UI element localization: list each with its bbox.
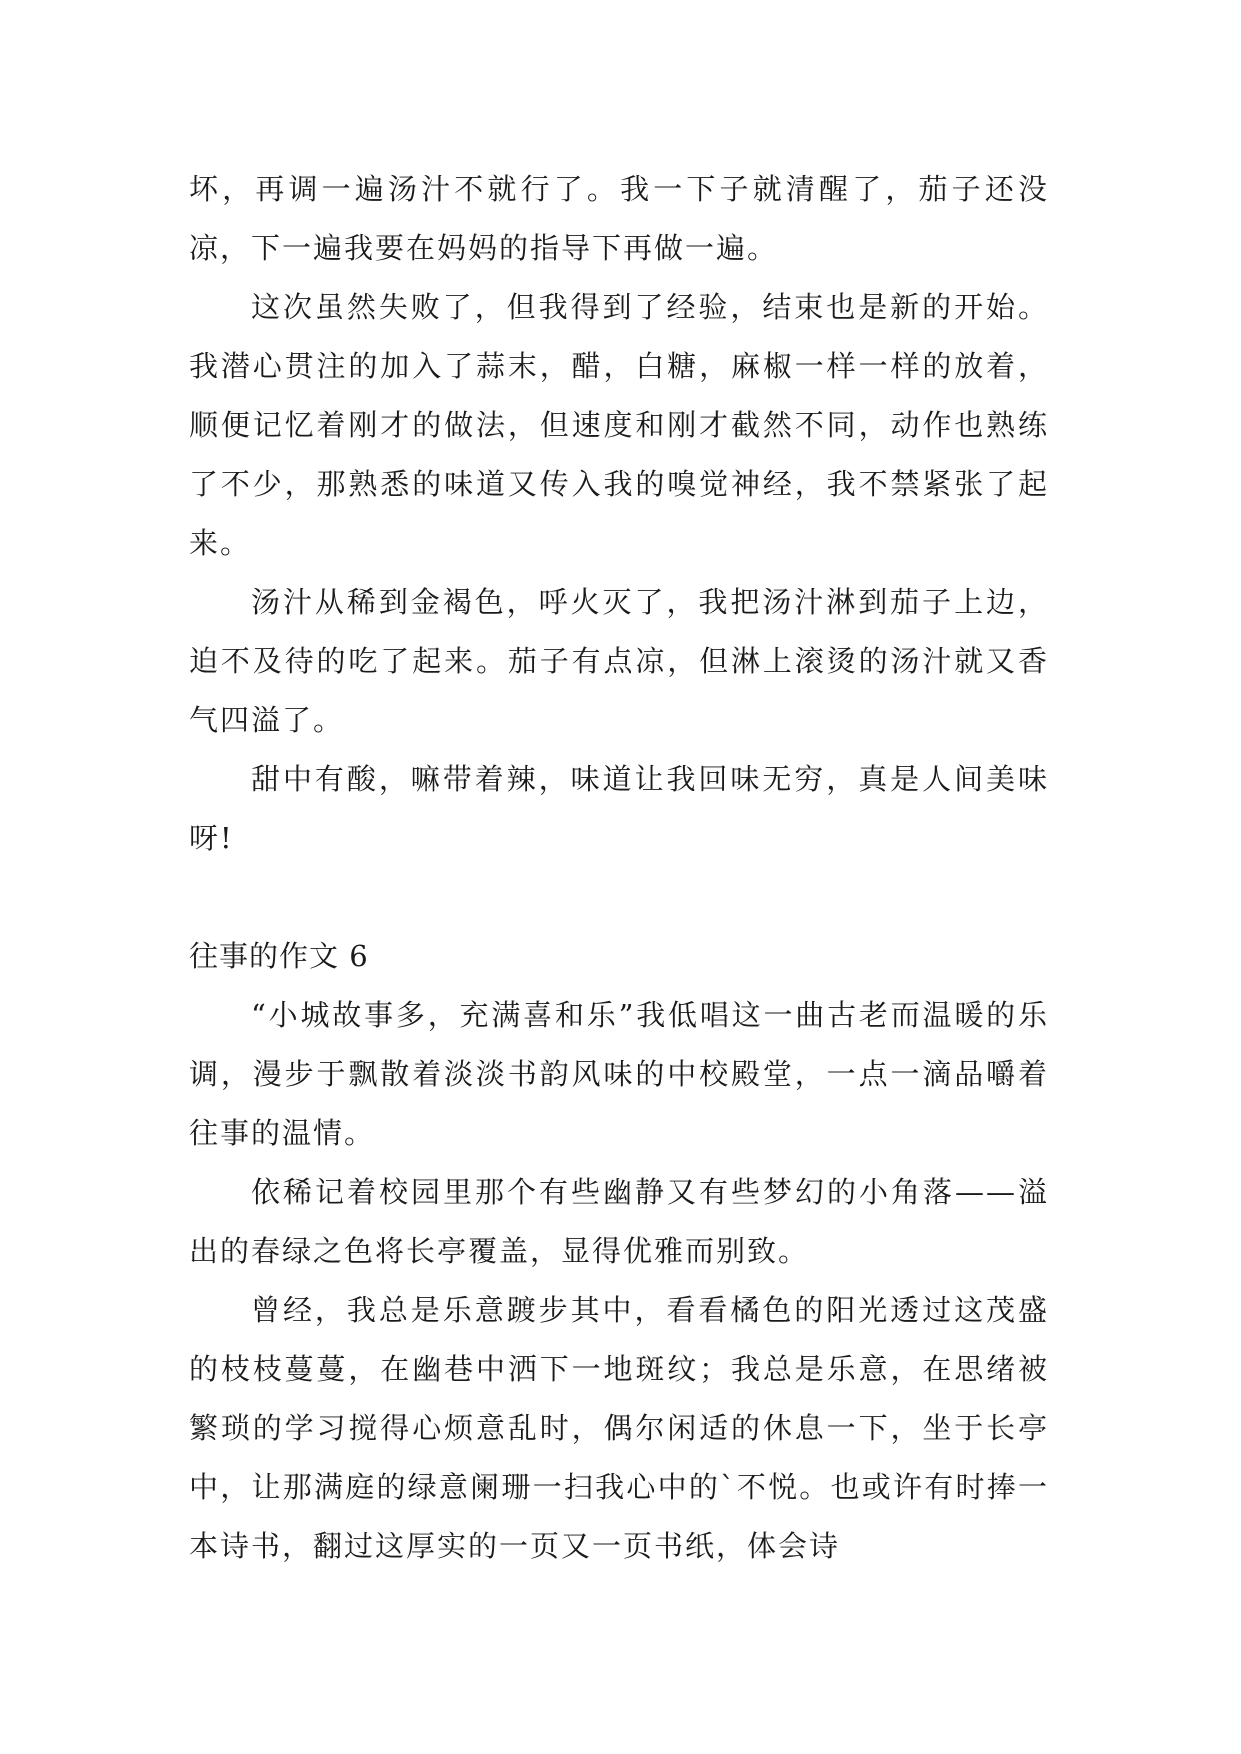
paragraph-4: 甜中有酸，嘛带着辣，味道让我回味无穷，真是人间美味呀! [189, 762, 1049, 855]
paragraph-7: 曾经，我总是乐意踱步其中，看看橘色的阳光透过这茂盛的枝枝蔓蔓，在幽巷中洒下一地斑纹；我总是乐意，在思绪被繁琐的学习搅得心烦意乱时，偶尔闲适的休息一下，坐于长亭中，让那满庭的绿意阑珊一扫我心中的`不悦。也或许有时捧一本诗书，翻过这厚实的一页又一页书纸，体会诗 [189, 1293, 1049, 1563]
document-body [189, 160, 1049, 1576]
paragraph-2: 这次虽然失败了，但我得到了经验，结束也是新的开始。我潜心贯注的加入了蒜末，醋，白糖，麻椒一样一样的放着，顺便记忆着刚才的做法，但速度和刚才截然不同，动作也熟练了不少，那熟悉的味道又传入我的嗅觉神经，我不禁紧张了起来。 [189, 290, 1049, 560]
paragraph-6: 依稀记着校园里那个有些幽静又有些梦幻的小角落——溢出的春绿之色将长亭覆盖，显得优雅而别致。 [189, 1175, 1049, 1268]
section-spacer [189, 868, 1049, 927]
paragraph-1: 坏，再调一遍汤汁不就行了。我一下子就清醒了，茄子还没凉，下一遍我要在妈妈的指导下再做一遍。 [189, 172, 1049, 265]
section-title: 往事的作文 6 [189, 939, 369, 973]
paragraph-5: “小城故事多，充满喜和乐”我低唱这一曲古老而温暖的乐调，漫步于飘散着淡淡书韵风味的中校殿堂，一点一滴品嚼着往事的温情。 [189, 998, 1049, 1150]
paragraph-3: 汤汁从稀到金褐色，呼火灭了，我把汤汁淋到茄子上边，迫不及待的吃了起来。茄子有点凉，但淋上滚烫的汤汁就又香气四溢了。 [189, 585, 1049, 737]
